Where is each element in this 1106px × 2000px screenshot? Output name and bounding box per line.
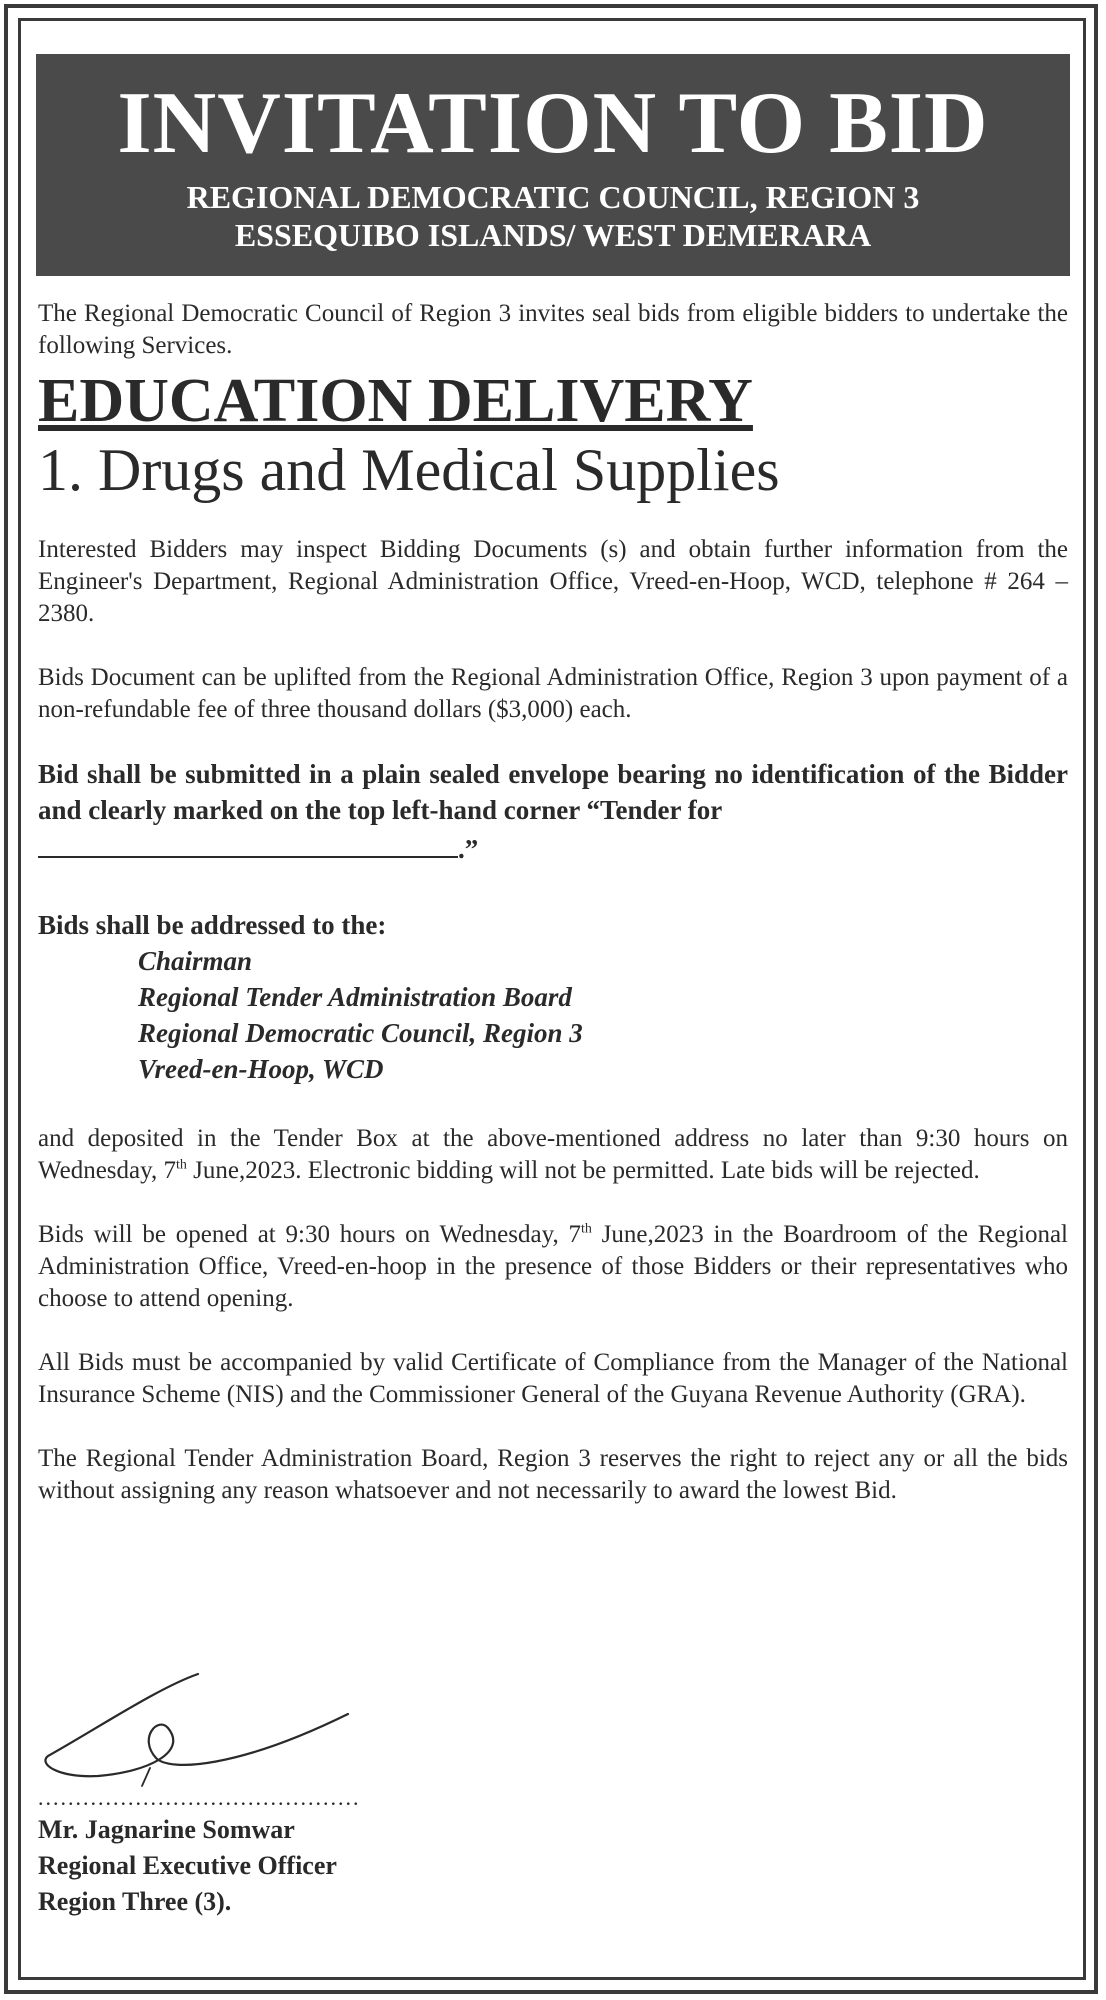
address-heading: Bids shall be addressed to the: — [38, 910, 387, 940]
deposit-paragraph — [38, 1123, 1068, 1187]
signer-title: Regional Executive Officer — [38, 1851, 337, 1880]
opening-paragraph — [38, 1219, 1068, 1315]
section-heading: EDUCATION DELIVERY — [38, 367, 753, 435]
intro-paragraph: The Regional Democratic Council of Region 3 invites seal bids from eligible bidders to undertake the following Services. — [38, 300, 1068, 359]
address-line: Chairman — [138, 946, 253, 976]
address-block — [38, 907, 1068, 1087]
banner-subtitle-line2: ESSEQUIBO ISLANDS/ WEST DEMERARA — [234, 217, 872, 253]
signer-region: Region Three (3). — [38, 1887, 232, 1916]
handwritten-signature — [38, 1668, 478, 1788]
tender-name-blank — [38, 828, 458, 858]
opening-text-before: Bids will be opened at 9:30 hours on Wednesday, 7 — [38, 1221, 581, 1248]
opening-text-after: June,2023 in the Boardroom of the Regional Administration Office, Vreed-en-hoop in the presence of those Bidders or their representatives who choose to attend opening. — [38, 1221, 1068, 1312]
submit-end: .” — [458, 834, 479, 864]
banner-subtitle-line1: REGIONAL DEMOCRATIC COUNCIL, REGION 3 — [186, 179, 920, 215]
submit-text: Bid shall be submitted in a plain sealed envelope bearing no identification of the Bidder and clearly marked on the top left-hand corner “Tender for — [38, 759, 1068, 825]
signer-block — [38, 1812, 337, 1920]
deposit-text-after: June,2023. Electronic bidding will not be permitted. Late bids will be rejected. — [186, 1157, 980, 1184]
uplift-paragraph: Bids Document can be uplifted from the Regional Administration Office, Region 3 upon payment of a non-refundable fee of three thousand dollars ($3,000) each. — [38, 664, 1068, 723]
opening-superscript: th — [581, 1221, 592, 1237]
deposit-text-before: and deposited in the Tender Box at the above-mentioned address no later than 9:30 hours on Wednesday, 7 — [38, 1125, 1068, 1184]
signer-name: Mr. Jagnarine Somwar — [38, 1815, 295, 1844]
address-line: Vreed-en-Hoop, WCD — [138, 1054, 384, 1084]
inspect-paragraph: Interested Bidders may inspect Bidding Documents (s) and obtain further information from the Engineer's Department, Regional Administration Office, Vreed-en-Hoop, WCD, telephone # 264 – 2380. — [38, 536, 1068, 627]
item-heading: 1. Drugs and Medical Supplies — [38, 437, 780, 503]
address-line: Regional Tender Administration Board — [138, 982, 572, 1012]
reserve-paragraph: The Regional Tender Administration Board, Region 3 reserves the right to reject any or all the bids without assigning any reason whatsoever and not necessarily to award the lowest Bid. — [38, 1445, 1068, 1504]
deposit-superscript: th — [176, 1157, 187, 1173]
signature-line: ........................................... — [38, 1785, 361, 1810]
compliance-paragraph: All Bids must be accompanied by valid Certificate of Compliance from the Manager of the National Insurance Scheme (NIS) and the Commissioner General of the Guyana Revenue Authority (GRA). — [38, 1349, 1068, 1408]
page-title: INVITATION TO BID — [117, 75, 989, 172]
address-line: Regional Democratic Council, Region 3 — [138, 1018, 583, 1048]
submit-paragraph — [38, 756, 1068, 867]
header-banner — [36, 54, 1070, 276]
notice-body — [38, 298, 1068, 1507]
